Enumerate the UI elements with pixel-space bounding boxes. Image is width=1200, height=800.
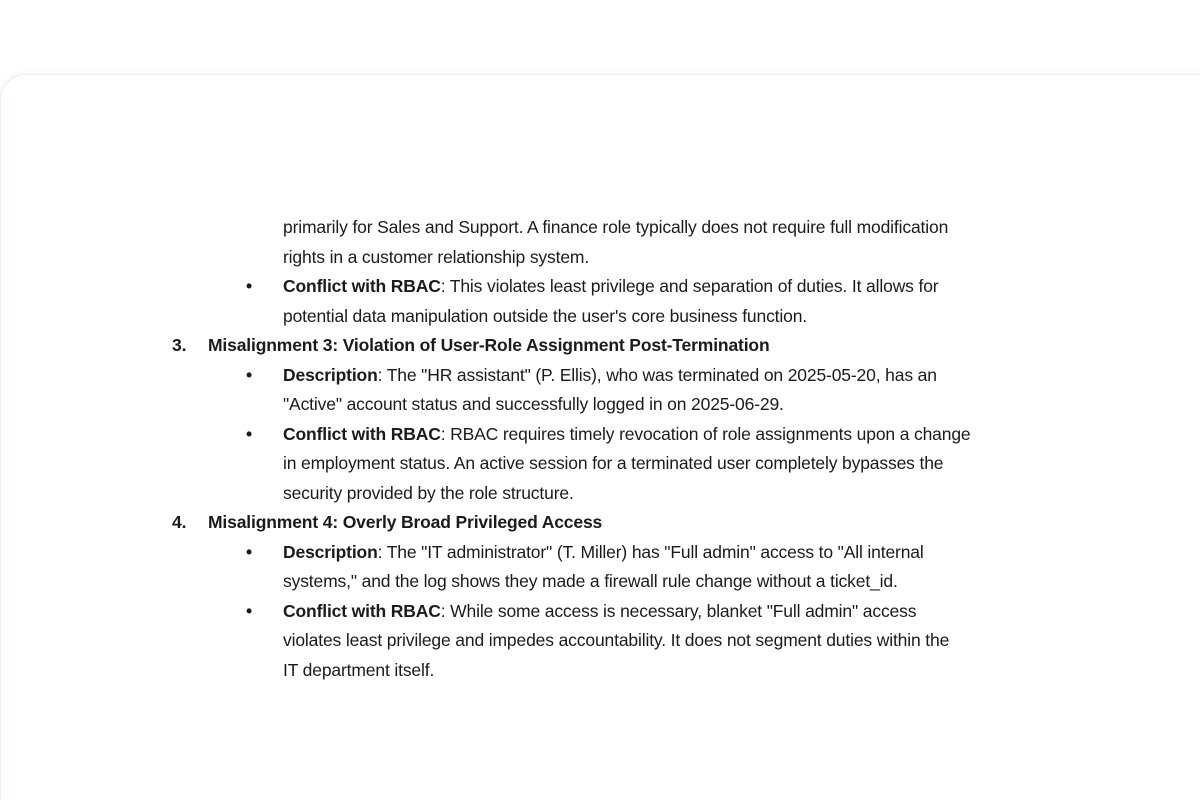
bullet-label: Description xyxy=(283,364,378,385)
bullet-item xyxy=(0,420,1200,450)
paragraph-text: primarily for Sales and Support. A finance role typically does not require full modification xyxy=(283,217,949,237)
bullet-icon: • xyxy=(246,276,252,296)
paragraph-text: IT department itself. xyxy=(283,659,435,680)
bullet-text: : The "HR assistant" (P. Ellis), who was terminated on 2025-05-20, has an xyxy=(377,364,937,385)
text-line xyxy=(0,213,1200,243)
text-line xyxy=(0,656,1200,686)
text-line xyxy=(0,567,1200,597)
paragraph-text: systems," and the log shows they made a firewall rule change without a ticket_id. xyxy=(283,571,898,591)
bullet-item xyxy=(0,272,1200,302)
text-line xyxy=(0,243,1200,273)
bullet-text: : RBAC requires timely revocation of role assignments upon a change xyxy=(440,423,971,444)
text-line xyxy=(0,302,1200,332)
bullet-label: Conflict with RBAC xyxy=(283,276,441,296)
paragraph-text: rights in a customer relationship system. xyxy=(283,246,590,267)
bullet-icon: • xyxy=(246,423,252,444)
text-line xyxy=(0,479,1200,509)
paragraph-text: in employment status. An active session for a terminated user completely bypasses the xyxy=(283,453,944,473)
bullet-icon: • xyxy=(246,600,252,621)
bullet-item xyxy=(0,597,1200,627)
text-line xyxy=(0,449,1200,479)
heading-text: Misalignment 4: Overly Broad Privileged Access xyxy=(208,512,603,532)
paragraph-text: "Active" account status and successfully logged in on 2025-06-29. xyxy=(283,394,784,414)
numbered-heading xyxy=(0,508,1200,538)
bullet-text: : The "IT administrator" (T. Miller) has "Full admin" access to "All internal xyxy=(377,541,924,562)
bullet-icon: • xyxy=(246,364,252,385)
bullet-label: Description xyxy=(283,541,378,562)
bullet-text: : While some access is necessary, blanket "Full admin" access xyxy=(440,600,917,621)
paragraph-text: security provided by the role structure. xyxy=(283,482,574,503)
bullet-icon: • xyxy=(246,541,252,562)
bullet-item xyxy=(0,538,1200,568)
list-number: 3. xyxy=(172,335,187,355)
paragraph-text: potential data manipulation outside the user's core business function. xyxy=(283,305,808,326)
paragraph-text: violates least privilege and impedes accountability. It does not segment duties within the xyxy=(283,630,950,650)
text-line xyxy=(0,390,1200,420)
heading-text: Misalignment 3: Violation of User-Role Assignment Post-Termination xyxy=(208,335,770,355)
bullet-label: Conflict with RBAC xyxy=(283,600,441,621)
bullet-label: Conflict with RBAC xyxy=(283,423,441,444)
bullet-text: : This violates least privilege and separation of duties. It allows for xyxy=(440,276,939,296)
document-body xyxy=(0,213,1200,685)
text-line xyxy=(0,626,1200,656)
numbered-heading xyxy=(0,331,1200,361)
bullet-item xyxy=(0,361,1200,391)
list-number: 4. xyxy=(172,512,187,532)
